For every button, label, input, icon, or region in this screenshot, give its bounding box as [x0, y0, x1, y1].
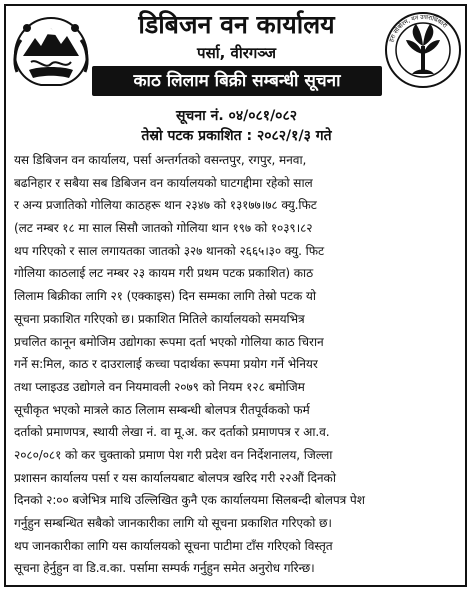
body-line: प्रशासन कार्यालय पर्सा र यस कार्यालयबाट बोलपत्र खरिद गरी २२औं दिनको — [14, 470, 336, 485]
body-line: बढनिहार र सबैया सब डिबिजन वन कार्यालयको घाटगद्दीमा रहेको साल — [14, 175, 313, 190]
body-line: गर्नुहुन सम्बन्धित सबैको जानकारीका लागि यो सूचना प्रकाशित गरिएको छ। — [14, 516, 332, 530]
body-line: थप गरिएको र साल लगायतका जातको ३२७ थानको २६६५।३० क्यु. फिट — [14, 243, 324, 258]
body-line: तथा प्लाइउड उद्योगले वन नियमावली २०७९ को नियम १२८ बमोजिम — [14, 379, 305, 394]
body-line: सूचीकृत भएको मात्रले काठ लिलाम सम्बन्धी बोलपत्र रीतपूर्वकको फर्म — [14, 402, 310, 417]
body-line: दिनको २:०० बजेभित्र माथि उल्लिखित कुनै एक कार्यालयमा सिलबन्दी बोलपत्र पेश — [14, 493, 365, 508]
logo-text: हरा सोबोरम, वन उत्तराधिकारी — [388, 13, 449, 43]
body-line: (लट नम्बर १८ मा साल सिसौ जातको गोलिया थान १९७ को १०३९।८२ — [14, 221, 313, 236]
publication-date: तेस्रो पटक प्रकाशित : २०८२/१/३ गते — [141, 128, 332, 144]
office-location: पर्सा, वीरगञ्ज — [197, 44, 276, 62]
notice-body — [14, 149, 460, 580]
body-line: सूचना हेर्नुहुन वा डि.व.का. पर्सामा सम्पर्क गर्नुहुन समेत अनुरोध गरिन्छ। — [14, 561, 315, 576]
body-line: गर्ने स:मिल, काठ र दाउरालाई कच्चा पदार्थका रूपमा प्रयोग गर्ने भेनियर — [14, 357, 318, 372]
body-line: गोलिया काठलाई लट नम्बर २३ कायम गरी प्रथम पटक प्रकाशित) काठ — [14, 266, 314, 281]
body-line: थप जानकारीका लागि यस कार्यालयको सूचना पाटीमा टाँस गरिएको विस्तृत — [14, 538, 333, 553]
body-line: र अन्य प्रजातिको गोलिया काठहरू थान २३४७ को १३१७७।७८ क्यु.फिट — [14, 198, 317, 213]
body-line: सूचना प्रकाशित गरिएको छ। प्रकाशित मितिले कार्यालयको समयभित्र — [14, 311, 305, 326]
body-line: प्रचलित कानून बमोजिम उद्योगका रूपमा दर्ता भएको गोलिया काठ चिरान — [14, 334, 324, 349]
notice-title-banner: काठ लिलाम बिक्री सम्बन्धी सूचना — [92, 66, 382, 96]
body-line: यस डिबिजन वन कार्यालय, पर्सा अन्तर्गतको वसन्तपुर, रगपुर, मनवा, — [14, 153, 307, 167]
body-line: लिलाम बिक्रीका लागि २१ (एक्काइस) दिन सम्मका लागि तेस्रो पटक यो — [14, 289, 316, 304]
notice-number: सूचना नं. ०४/०८१/०८२ — [175, 108, 298, 124]
body-line: दर्ताको प्रमाणपत्र, स्थायी लेखा नं. वा मू.अ. कर दर्ताको प्रमाणपत्र र आ.व. — [14, 425, 330, 440]
body-line: २०८०/०८१ को कर चुक्ताको प्रमाण पेश गरी प्रदेश वन निर्देशनालय, जिल्ला — [14, 447, 333, 462]
office-title: डिबिजन वन कार्यालय — [138, 10, 335, 39]
